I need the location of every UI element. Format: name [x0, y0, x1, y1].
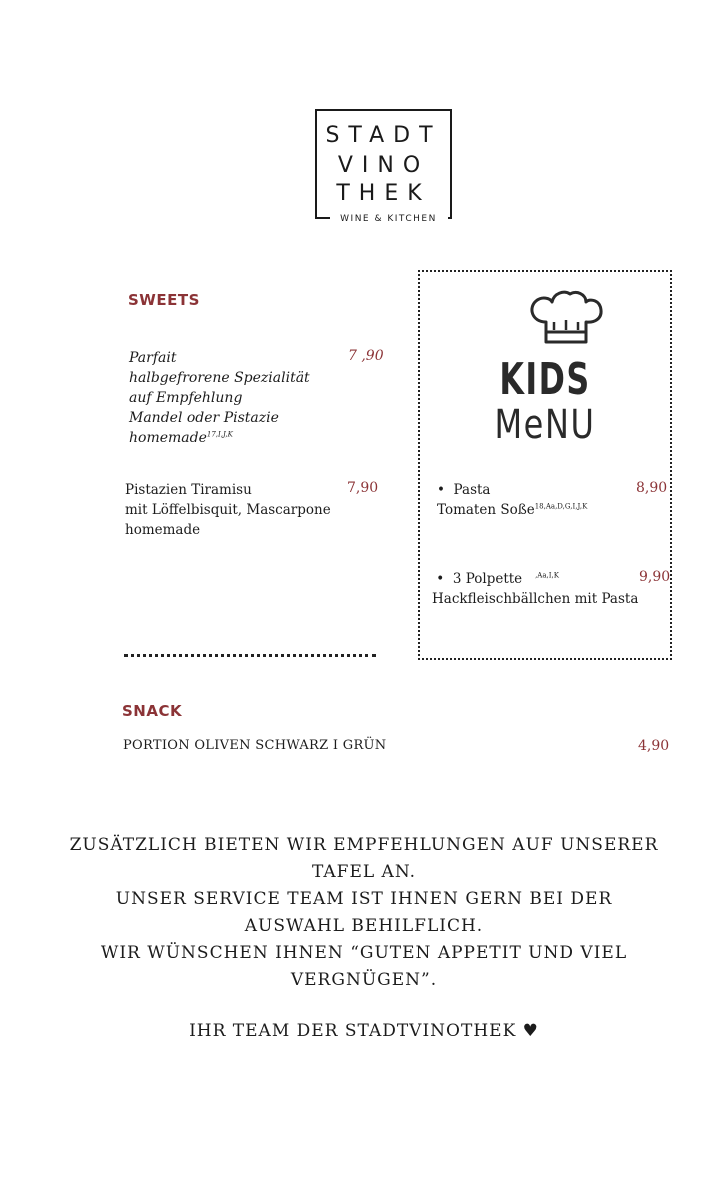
- sweets-item-tiramisu: [125, 480, 340, 540]
- price: 9,90: [639, 569, 671, 585]
- item-line: Pistazien Tiramisu: [125, 482, 252, 498]
- item-line: halbgefrorene Spezialität: [129, 370, 310, 386]
- chef-hat-icon: [524, 288, 606, 348]
- divider-dotted: [124, 654, 376, 657]
- kids-item-desc: Tomaten Soße: [437, 502, 535, 518]
- item-line: homemade: [125, 522, 201, 538]
- kids-item-desc: Hackfleischbällchen mit Pasta: [432, 591, 639, 607]
- logo-row-1: STADT: [325, 123, 442, 148]
- logo: [315, 109, 452, 224]
- allergen-codes: 17,I,J,K: [206, 430, 233, 439]
- logo-row-3: THEK: [336, 181, 431, 206]
- snack-heading: SNACK: [122, 702, 183, 720]
- price: 4,90: [638, 738, 670, 754]
- item-line: homemade: [129, 430, 207, 446]
- item-line: Mandel oder Pistazie: [129, 410, 279, 426]
- kids-item-name: 3 Polpette: [452, 571, 523, 587]
- kids-item-polpette: • 3 Polpette $^{,Aa,I,K}$ Hackfleischbällchen mit Pasta: [432, 569, 667, 609]
- footer-line: AUSWAHL BEHILFLICH.: [244, 916, 484, 936]
- footer-note: [50, 832, 678, 994]
- kids-title-line1: KIDS: [499, 354, 591, 405]
- kids-item-name: Pasta: [453, 482, 491, 498]
- footer-line: TAFEL AN.: [311, 862, 417, 882]
- price: 8,90: [636, 480, 668, 496]
- kids-item-pasta: • Pasta Tomaten Soße$^{18,Aa,D,G,I,J,K}$: [437, 482, 588, 518]
- item-line: Parfait: [129, 350, 177, 366]
- kids-title-line2: MeNU: [494, 402, 596, 448]
- item-line: auf Empfehlung: [129, 390, 243, 406]
- allergen-codes: 18,Aa,D,G,I,J,K: [534, 502, 588, 511]
- footer-line: UNSER SERVICE TEAM IST IHNEN GERN BEI DER: [115, 889, 613, 909]
- footer-line: WIR WÜNSCHEN IHNEN “GUTEN APPETIT UND VIEL: [100, 943, 628, 963]
- sweets-item-parfait: [129, 348, 339, 448]
- allergen-codes: ,Aa,I,K: [535, 571, 559, 580]
- sweets-heading: SWEETS: [128, 291, 200, 309]
- price: 7 ,90: [348, 348, 384, 364]
- logo-row-2: VINO: [337, 153, 430, 178]
- price: 7,90: [347, 480, 379, 496]
- footer-signature: IHR TEAM DER STADTVINOTHEK ♥: [189, 1021, 539, 1041]
- footer-line: VERGNÜGEN”.: [290, 970, 438, 990]
- item-line: mit Löffelbisquit, Mascarpone: [125, 502, 331, 518]
- logo-subtitle: WINE & KITCHEN: [330, 213, 448, 225]
- footer-line: ZUSÄTZLICH BIETEN WIR EMPFEHLUNGEN AUF UNSERER: [69, 835, 659, 855]
- snack-item-name: PORTION OLIVEN SCHWARZ I GRÜN: [123, 738, 387, 753]
